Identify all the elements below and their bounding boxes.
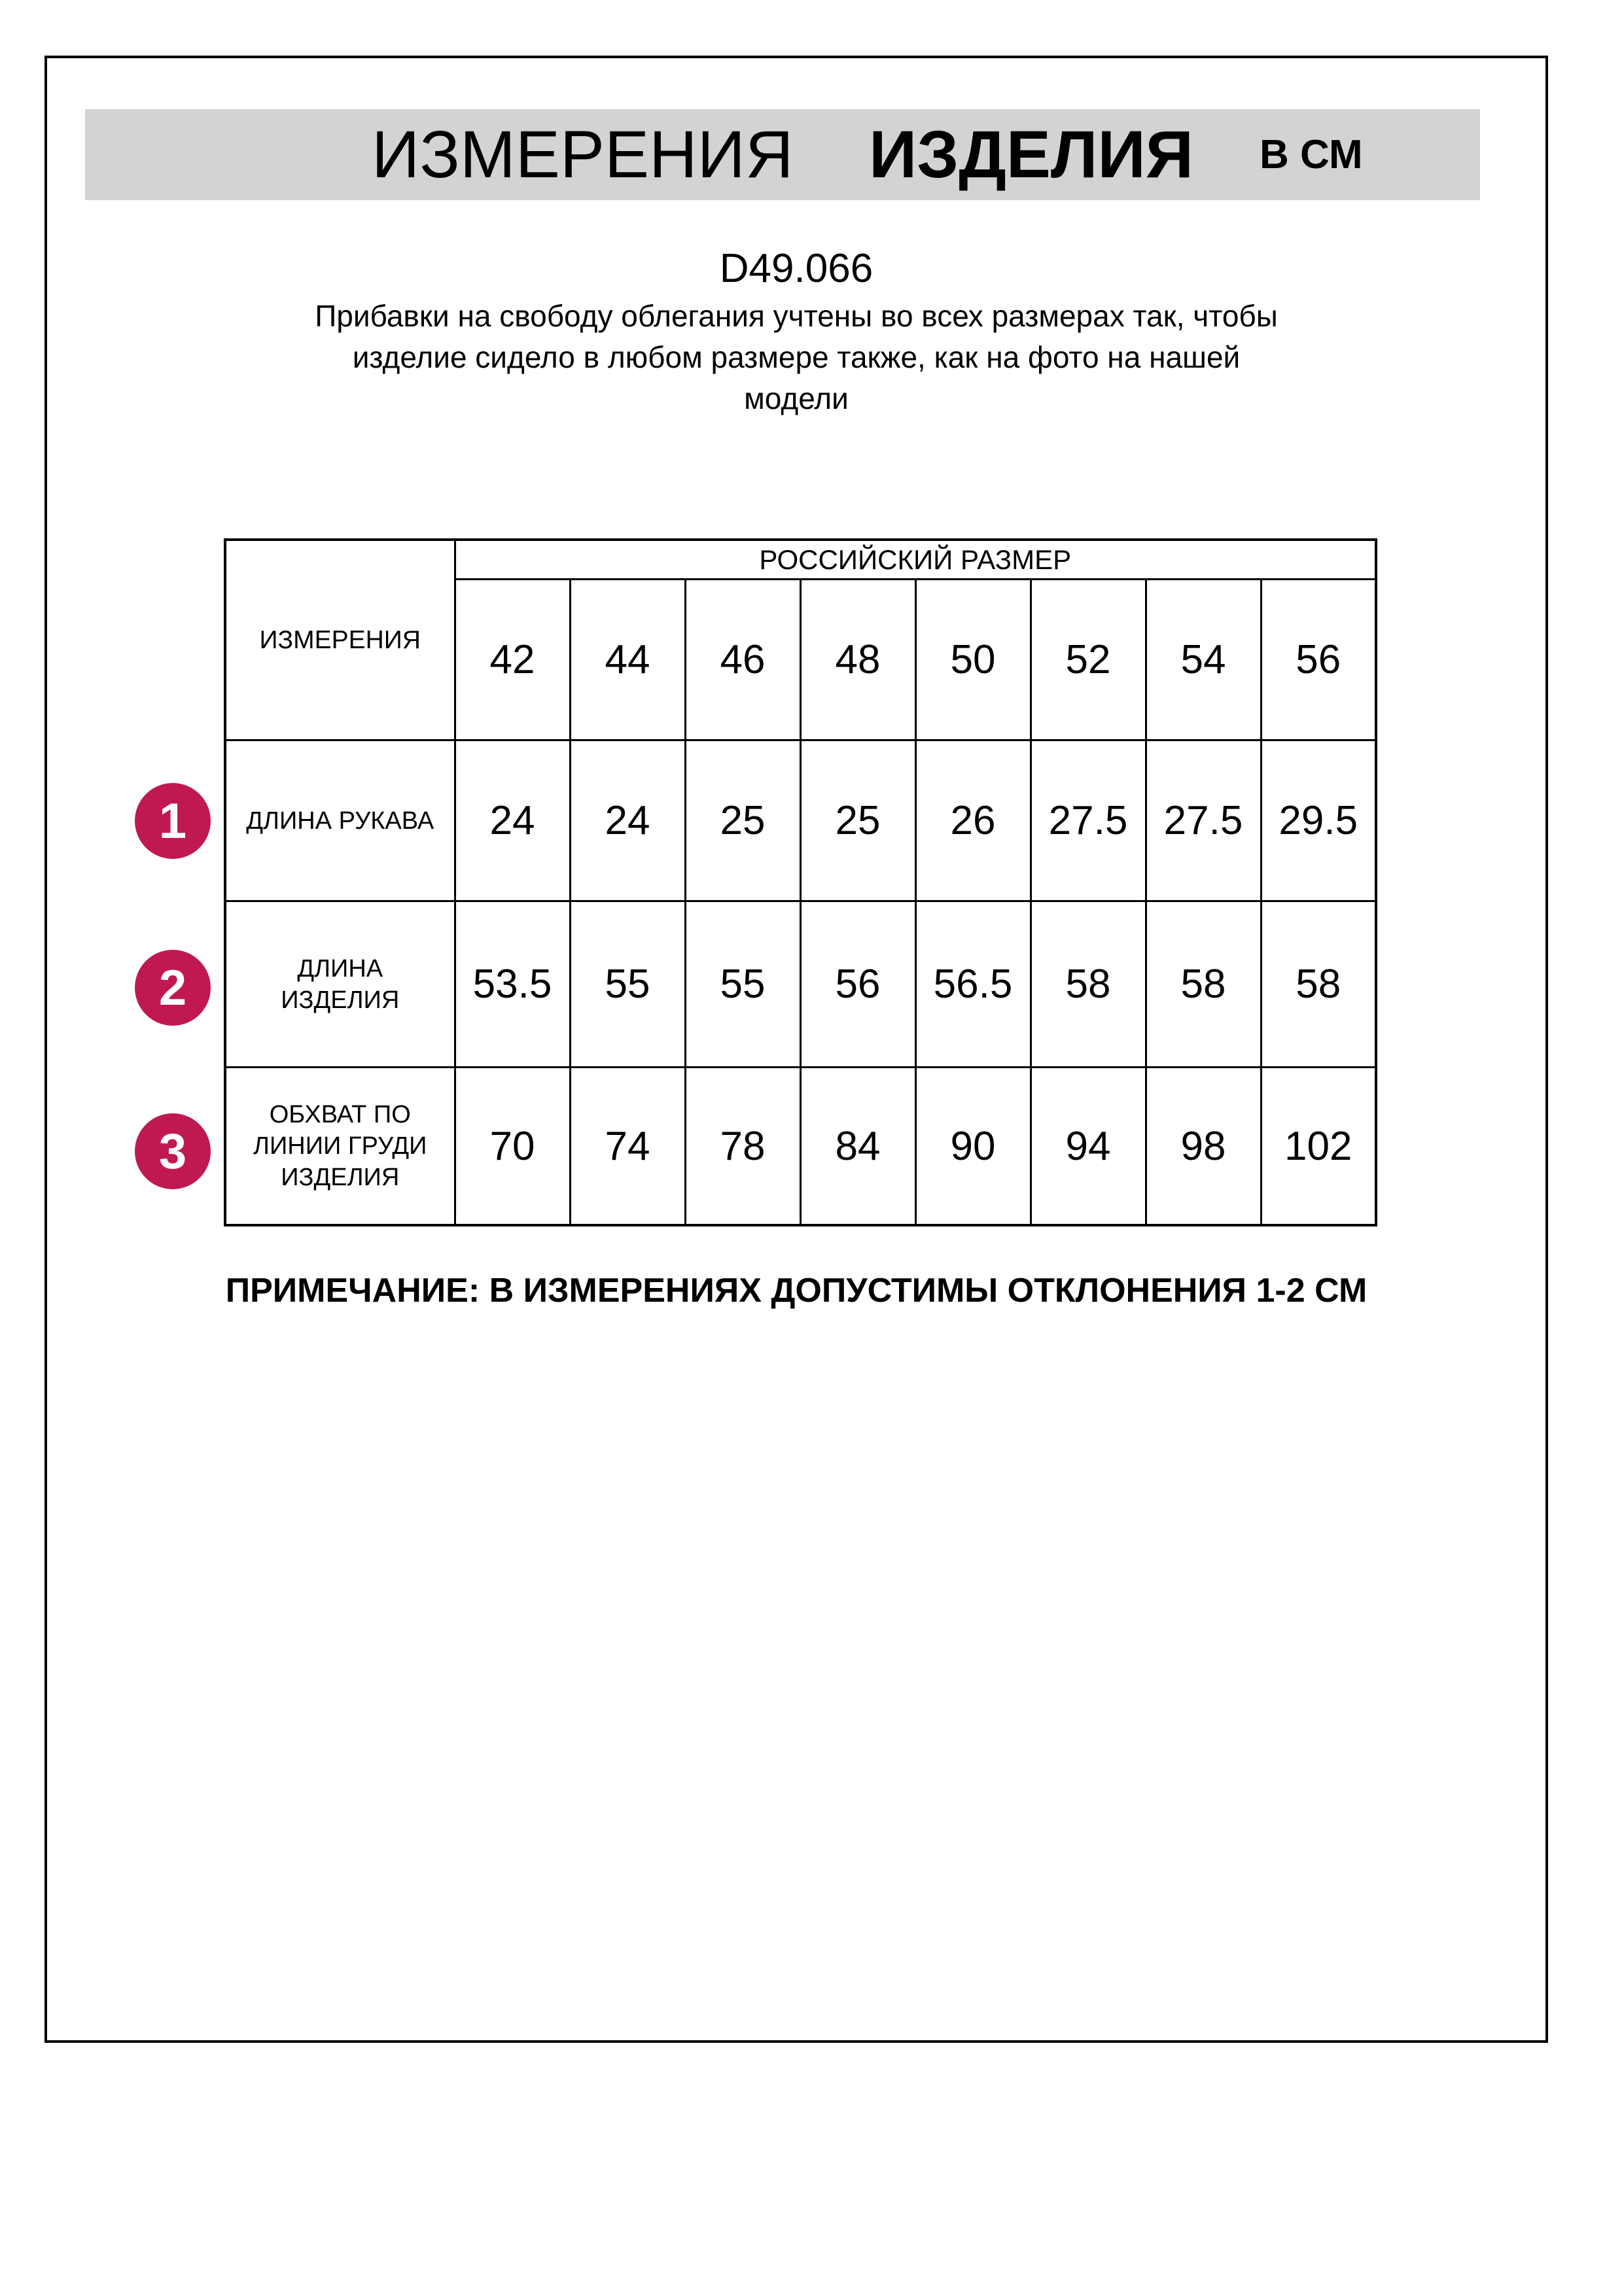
measurement-label-cell	[225, 901, 455, 1068]
value-cell: 53.5	[455, 901, 570, 1068]
table-header-row-group	[225, 540, 1376, 580]
table-row-garment-length	[225, 901, 1376, 1068]
value-cell: 55	[685, 901, 800, 1068]
value-cell: 84	[800, 1068, 915, 1226]
value-cell: 94	[1031, 1068, 1146, 1226]
measurement-label-line: ЛИНИИ ГРУДИ	[253, 1132, 427, 1160]
value-cell: 70	[455, 1068, 570, 1226]
value-cell: 78	[685, 1068, 800, 1226]
value-cell: 58	[1146, 901, 1261, 1068]
measurement-label-line: ИЗДЕЛИЯ	[281, 1164, 400, 1191]
value-cell: 27.5	[1031, 740, 1146, 901]
value-cell: 102	[1261, 1068, 1376, 1226]
size-cell: 48	[800, 580, 915, 740]
fit-description	[44, 296, 1548, 419]
value-cell: 56	[800, 901, 915, 1068]
value-cell: 24	[570, 740, 685, 901]
value-cell: 55	[570, 901, 685, 1068]
corner-header-cell: ИЗМЕРЕНИЯ	[225, 540, 455, 740]
page-title-units: В СМ	[1260, 132, 1363, 177]
value-cell: 24	[455, 740, 570, 901]
value-cell: 58	[1261, 901, 1376, 1068]
table-row-sleeve-length	[225, 740, 1376, 901]
fit-description-line: модели	[744, 381, 849, 415]
measurement-label-line: ИЗДЕЛИЯ	[281, 986, 400, 1014]
measurement-label-cell	[225, 1068, 455, 1226]
page-title-product: ИЗДЕЛИЯ	[869, 117, 1194, 192]
tolerance-note: ПРИМЕЧАНИЕ: В ИЗМЕРЕНИЯХ ДОПУСТИМЫ ОТКЛОНЕНИЯ 1-2 СМ	[225, 1272, 1368, 1310]
measurement-label-line: ОБХВАТ ПО	[269, 1101, 411, 1128]
fit-description-line: Прибавки на свободу облегания учтены во всех размерах так, чтобы	[315, 299, 1278, 333]
measurement-label-cell	[225, 740, 455, 901]
value-cell: 26	[915, 740, 1031, 901]
row-number-badge-3: 3	[135, 1113, 211, 1189]
measurement-label-line: ДЛИНА	[297, 954, 383, 983]
measurement-label-line: ДЛИНА РУКАВА	[246, 807, 434, 835]
size-cell: 42	[455, 580, 570, 740]
value-cell: 74	[570, 1068, 685, 1226]
value-cell: 90	[915, 1068, 1031, 1226]
size-table	[224, 538, 1377, 1226]
row-number-badge-1: 1	[135, 783, 211, 859]
value-cell: 98	[1146, 1068, 1261, 1226]
value-cell: 25	[685, 740, 800, 901]
value-cell: 29.5	[1261, 740, 1376, 901]
russian-size-header-cell: РОССИЙСКИЙ РАЗМЕР	[455, 540, 1376, 580]
size-cell: 56	[1261, 580, 1376, 740]
page-title-measurements: ИЗМЕРЕНИЯ	[372, 117, 794, 192]
title-band	[85, 109, 1480, 200]
table-row-chest-girth	[225, 1068, 1376, 1226]
value-cell: 27.5	[1146, 740, 1261, 901]
row-number-badge-2: 2	[135, 950, 211, 1026]
value-cell: 25	[800, 740, 915, 901]
size-cell: 46	[685, 580, 800, 740]
product-code: D49.066	[719, 246, 874, 291]
value-cell: 56.5	[915, 901, 1031, 1068]
value-cell: 58	[1031, 901, 1146, 1068]
size-cell: 44	[570, 580, 685, 740]
fit-description-line: изделие сидело в любом размере также, как на фото на нашей	[352, 340, 1241, 374]
size-cell: 50	[915, 580, 1031, 740]
size-cell: 54	[1146, 580, 1261, 740]
size-cell: 52	[1031, 580, 1146, 740]
